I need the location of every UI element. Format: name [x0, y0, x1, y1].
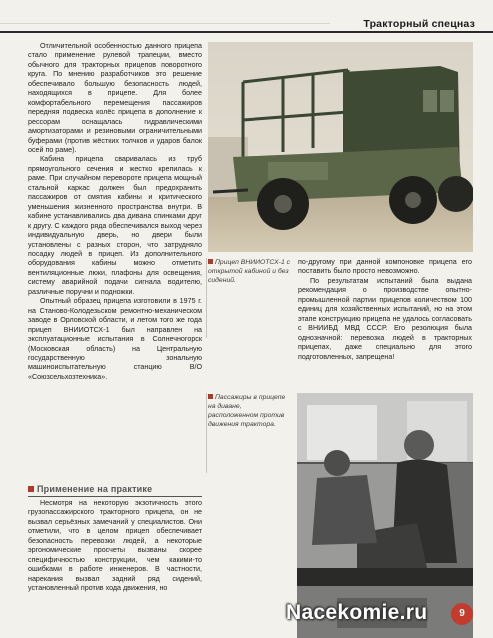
header-title: Тракторный спецназ — [357, 18, 475, 30]
paragraph: Опытный образец прицепа изготовили в 1975 г. на Станово-Колодезьском ремонтно-механическом заводе в Орловской области, и летом того же года прицеп ВНИИОТСХ-1 был направлен на эксплуатационные испытания в Солнечногорск (Московская область) на Центральную государственную зональную машиноиспытательную станцию В/О «Союзсельхозтехника». — [28, 297, 202, 381]
watermark-text: Nacekomie.ru — [286, 601, 428, 624]
header-divider — [0, 31, 493, 33]
caption-photo-1: Прицеп ВНИИОТСХ-1 с открытой кабиной и без сидений. — [208, 259, 291, 284]
section-body — [28, 499, 202, 594]
paragraph: Несмотря на некоторую экзотичность этого грузопассажирского тракторного прицепа, он не вызвал серьёзных замечаний у специалистов. Они отметили, что в целом прицеп обеспечивает безопасность перевозки людей, а некоторые эргономические просчеты вызваны скорее специфичностью конструкции, чем какими-то ошибками в работе инженеров. В частности, нарекания вызвал задний ряд сидений, установленный против хода движения, но — [28, 499, 202, 593]
paragraph: По результатам испытаний была выдана рекомендация о производстве опытно-промышленной партии прицепов количеством 100 единиц для хозяйственных испытаний, но на этом этапе конструкцию прицепа не удалось согласовать с ВНИИБД МВД СССР. Его резолюция была однозначной: перевозка людей в тракторных прицепах, даже специально для этого подготовленных, запрещена! — [298, 276, 472, 361]
header-rule — [0, 23, 330, 24]
caption-marker-icon — [208, 394, 213, 399]
photo-trailer — [208, 42, 473, 252]
section-marker-icon — [28, 486, 34, 492]
caption-photo-2: Пассажиры в прицепе на диване, расположенном против движения трактора. — [208, 394, 286, 428]
header — [0, 8, 493, 32]
caption-rule — [206, 258, 207, 338]
paragraph: Кабина прицепа сваривалась из труб прямоугольного сечения и жестко крепилась к раме. При случайном перевороте прицепа мощный стальной каркас должен был предохранить пассажиров от смятия кабины и критического уменьшения жизненного пространства внутри. В кабине устанавливались два дивана спинками друг к другу. С каждого ряда обеспечивался выход через индивидуальную дверь, но двери были установлены с разных сторон, что затрудняло посадку людей в прицеп. Из дополнительного оборудования кабины можно отметить вентиляционные люки, плафоны для освещения, систему аварийной подачи сигнала водителю, различные поручни и подножки. — [28, 155, 202, 296]
section-underline — [28, 496, 202, 497]
caption-marker-icon — [208, 259, 213, 264]
caption-rule — [206, 393, 207, 473]
page-number: 9 — [451, 603, 473, 625]
paragraph: по-другому при данной компоновке прицепа его поставить было просто невозможно. — [298, 258, 472, 276]
trailer-photo-image — [208, 42, 473, 252]
article-column-1 — [28, 42, 202, 382]
paragraph: Отличительной особенностью данного прицепа стало применение рулевой трапеции, вместо обычного для тракторных прицепов поворотного круга. По мнению разработчиков это решение обеспечивало большую безопасность людей, находящихся в прицепе. Для более комфортабельного перемещения пассажиров передняя подвеска колёс прицепа в дополнение к рессорам оснащалась гидравлическими амортизаторами и резиновыми ограничительными буферами (против жёстких толчков и ударов балок осей по раме). — [28, 42, 202, 154]
section-heading: Применение на практике — [28, 484, 202, 494]
article-column-3 — [298, 258, 472, 362]
